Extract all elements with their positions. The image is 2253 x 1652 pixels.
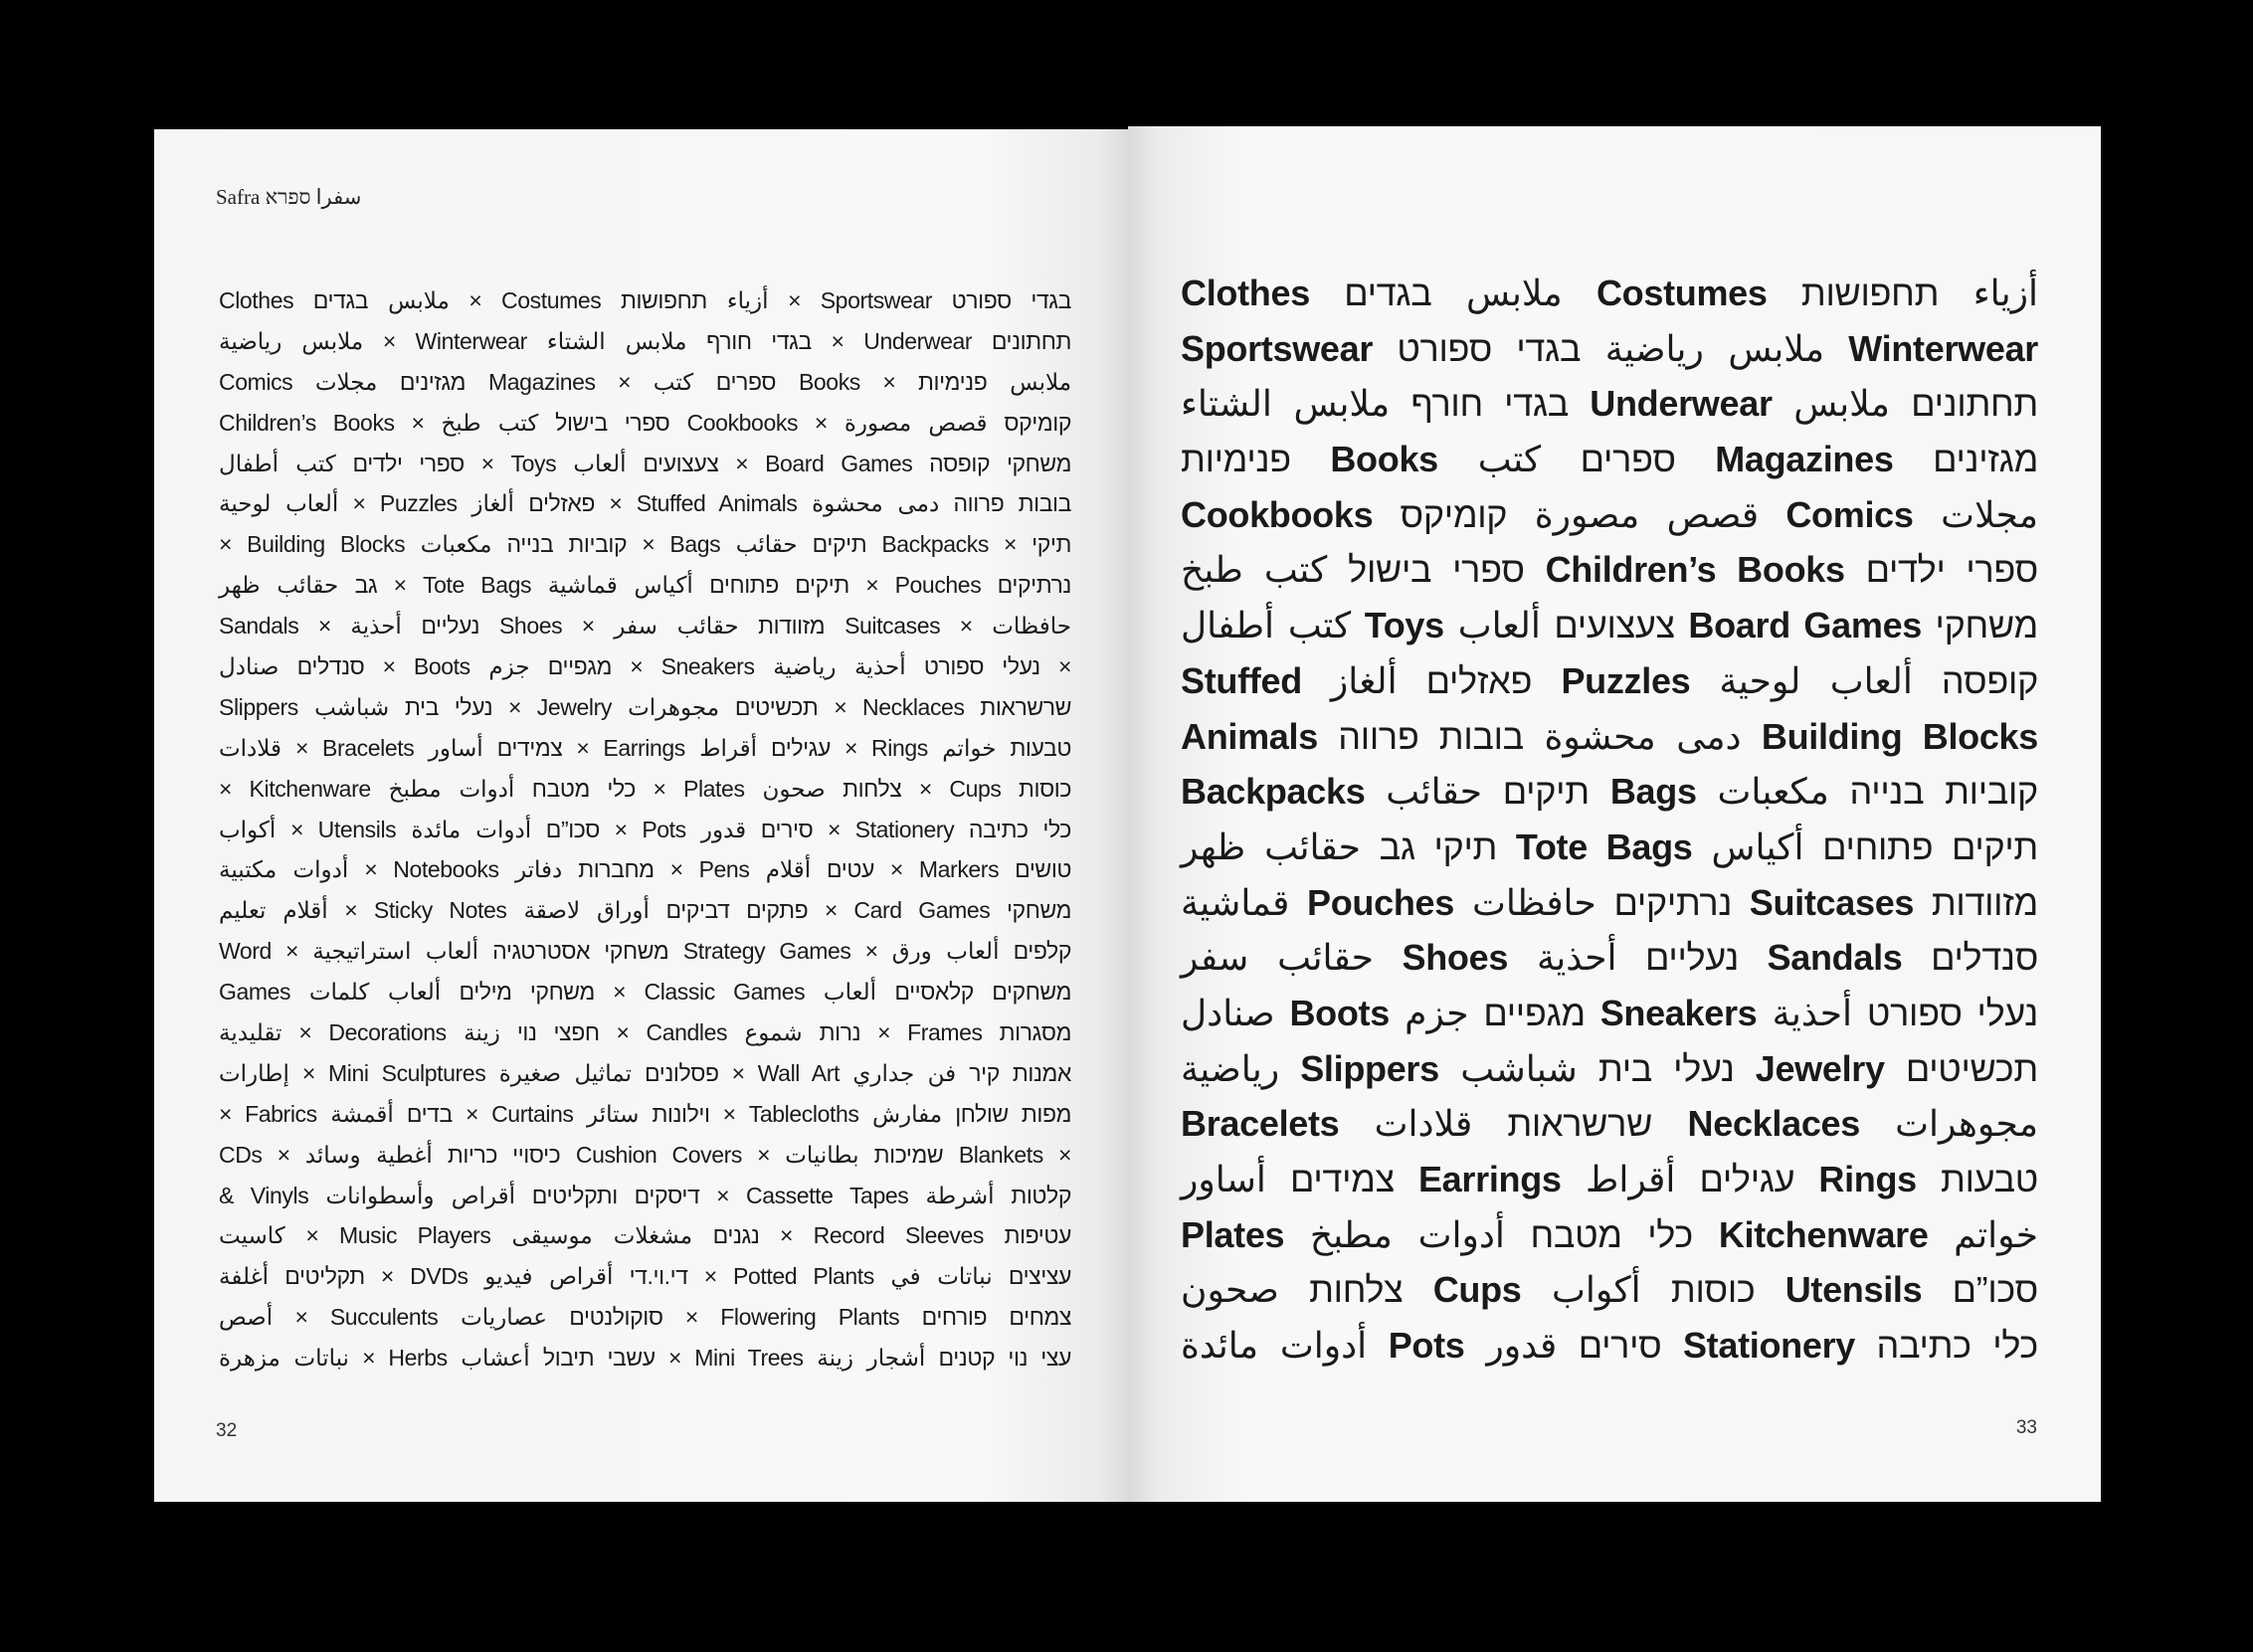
text-line: תיקי × Backpacks תיקים حقائب Bags × קוביות בנייה مكعبات Building Blocks × <box>219 531 1071 558</box>
text-line: בובות פרווה دمى محشوة Stuffed Animals × פאזלים ألغاز Puzzles × ألعاب لوحية <box>219 490 1071 517</box>
text-line: תחתונים Underwear × בגדי חורף ملابس الشتاء Winterwear × ملابس رياضية <box>219 327 1071 354</box>
text-line: Clothes ملابس בגדים × Costumes أزياء תחפושות × Sportswear בגדי ספורט <box>219 287 1071 313</box>
text-line: קלטות أشرطة Cassette Tapes × דיסקים ותקליטים أقراص وأسطوانات Vinyls & <box>219 1182 1071 1208</box>
page-number: 32 <box>216 1420 238 1441</box>
right-page <box>1128 126 2101 1502</box>
text-line: תכשיטים Jewelry נעלי בית شباشب Slippers رياضية <box>1181 1047 2038 1089</box>
text-line: Children’s Books × ספרי בישול كتب طبخ Cookbooks × קומיקס قصص مصورة <box>219 409 1071 436</box>
text-line: עטיפות Record Sleeves × נגנים مشغلات موسيقى Music Players × كاسيت <box>219 1222 1071 1249</box>
text-line: עצי נוי קטנים أشجار زينة Mini Trees × עשבי תיבול أعشاب Herbs × نباتات مزهرة <box>219 1345 1071 1372</box>
text-line: Word × משחקי אסטרטגיה ألعاب استراتيجية Strategy Games × קלפים ألعاب ورق <box>219 938 1071 965</box>
text-line: סנדלים Sandals נעליים أحذية Shoes حقائب سفر <box>1181 937 2038 979</box>
text-line: צמחים פורחים Flowering Plants × סוקולנטים عصاريات Succulents × أصص <box>219 1304 1072 1331</box>
text-line: כוסות Cups × צלחות صحون Plates × כלי מטבח أدوات مطبخ Kitchenware × <box>219 775 1071 802</box>
text-line: טבעות Rings עגילים أقراط Earrings צמידים أساور <box>1181 1159 2038 1199</box>
text-line: טבעות خواتم Rings × עגילים أقراط Earrings × צמידים أساور Bracelets × قلادات <box>219 734 1072 761</box>
running-header: Safra سفرا ספרא <box>216 185 362 209</box>
text-line: תיקים פתוחים أكياس Tote Bags תיקי גב حقائب ظهر <box>1181 826 2039 867</box>
text-line: مجلات Comics قصص مصورة קומיקס Cookbooks <box>1181 493 2038 535</box>
text-line: נעלי ספורט أحذية Sneakers מגפיים جزم Boots صنادل <box>1181 992 2038 1033</box>
text-line: אמנות קיר فن جداري Wall Art × פסלונים تماثيل صغيرة Mini Sculptures × إطارات <box>219 1059 1071 1086</box>
text-line: טושים Markers × עטים أقلام Pens × מחברות دفاتر Notebooks × أدوات مكتبية <box>219 856 1072 883</box>
text-line: מגזינים Magazines ספרים كتب Books פנימיות <box>1181 439 2038 480</box>
left-page <box>154 129 1128 1502</box>
text-line: כלי כתיבה Stationery סירים قدور Pots أدوات مائدة <box>1181 1325 2038 1367</box>
text-line: מסגרות Frames × נרות شموع Candles × חפצי נוי زينة Decorations × تقليدية <box>219 1019 1071 1046</box>
text-line: Animals دمى محشوة בובות פרווה Building Blocks <box>1181 715 2039 757</box>
text-line: משחקי Card Games × פתקים דביקים أوراق لاصقة Sticky Notes × أقلام تعليم <box>219 897 1072 924</box>
text-line: Backpacks תיקים حقائب Bags קוביות בנייה مكعبات <box>1181 771 2038 813</box>
text-line: Plates כלי מטבח أدوات مطبخ Kitchenware خواتم <box>1181 1213 2038 1255</box>
text-line: משחקי Board Games צעצועים ألعاب Toys كتب أطفال <box>1181 605 2038 646</box>
specimen-text-large <box>1181 266 2038 1374</box>
text-line: סכו”ם Utensils כוסות أكواب Cups צלחות صحون <box>1181 1269 2038 1311</box>
specimen-text-small <box>219 280 1071 1378</box>
text-line: Clothes ملابس בגדים Costumes أزياء תחפושות <box>1181 273 2039 313</box>
text-line: × נעלי ספורט أحذية رياضية Sneakers × מגפיים جزم Boots × סנדלים صنادل <box>219 653 1071 680</box>
text-line: עציצים نباتات في Potted Plants × די.וי.די أقراص فيديو DVDs × תקליטים أغلفة <box>219 1263 1071 1290</box>
text-line: תחתונים ملابس Underwear בגדי חורף ملابس الشتاء <box>1181 383 2038 425</box>
text-line: ספרי ילדים Children’s Books ספרי בישול كتب طبخ <box>1181 549 2038 591</box>
page-number: 33 <box>2015 1417 2037 1438</box>
text-line: Stuffed פאזלים ألغاز Puzzles קופסה ألعاب لوحية <box>1181 659 2039 701</box>
text-line: מפות שולחן مفارش Tablecloths × וילונות ستائر Curtains × בדים أقمشة Fabrics × <box>219 1100 1071 1127</box>
text-line: נרתיקים Pouches × תיקים פתוחים أكياس قماشية Tote Bags × גב حقائب ظهر <box>219 572 1071 599</box>
text-line: משחקי קופסה Board Games × צעצועים ألعاب Toys × ספרי ילדים كتب أطفال <box>219 450 1071 476</box>
text-line: CDs × כיסויי כריות أغطية وسائد Cushion Covers × שמיכות بطانيات Blankets × <box>219 1141 1071 1168</box>
text-line: Bracelets שרשראות قلادات Necklaces مجوهرات <box>1181 1103 2038 1145</box>
text-line: Sportswear ملابس رياضية בגדי ספורט Winterwear <box>1181 327 2039 369</box>
text-line: מזוודות Suitcases נרתיקים حافظات Pouches قماشية <box>1181 881 2038 923</box>
text-line: משחקים קלאסיים ألعاب Classic Games × משחקי מילים ألعاب كلمات Games <box>219 979 1071 1006</box>
text-line: כלי כתיבה Stationery × סירים قدور Pots × סכו”ם أدوات مائدة Utensils × أكواب <box>219 816 1071 842</box>
text-line: שרשראות Necklaces × תכשיטים مجوهرات Jewelry × נעלי בית شباشب Slippers <box>219 693 1071 720</box>
text-line: Sandals × נעליים أحذية Shoes × מזוודות حقائب سفر Suitcases × حافظات <box>219 613 1071 640</box>
text-line: Comics מגזינים مجلات Magazines × ספרים كتب Books × ملابس פנימיות <box>219 368 1072 395</box>
